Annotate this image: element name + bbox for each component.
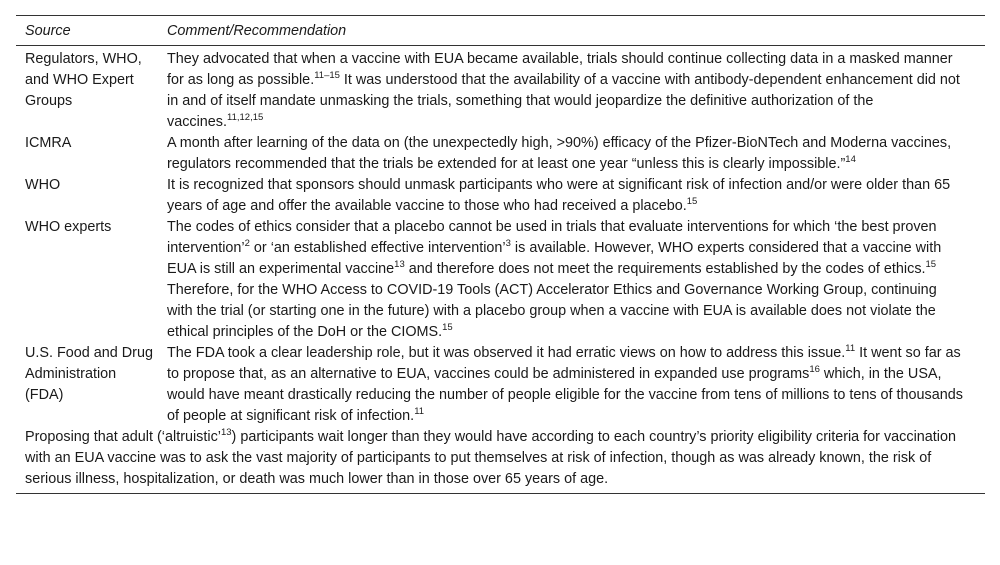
table-row [16,133,985,175]
citation-ref: 14 [845,154,856,165]
header-row [16,16,985,46]
comment-text: or ‘an established effective intervention’ [249,240,506,256]
comment-text: which, in the USA, would have meant drastically reducing the number of people eligible for the vaccine from tens of millions to tens of thousands of people at significant risk of infection. [167,366,963,424]
comment-text: Proposing that adult (‘altruistic’ [25,429,221,445]
citation-ref: 15 [925,259,937,270]
comment-cell [158,175,985,217]
citation-ref: 11,12,15 [227,112,264,123]
citation-ref: 3 [505,238,511,249]
citation-ref: 11 [414,406,425,417]
comment-text: The FDA took a clear leadership role, but it was observed it had erratic views on how to address this issue. [167,345,846,361]
comment-cell [158,217,985,343]
comment-text: A month after learning of the data on (the unexpectedly high, >90%) efficacy of the Pfizer-BioNTech and Moderna vaccines, regulators recommended that the trials be extended for at least one year “unless this is clearly impossible.” [167,135,952,172]
source-cell: ICMRA [25,135,72,151]
source-cell: WHO [25,177,61,193]
comment-text: It is recognized that sponsors should unmask participants who were at significant risk of infection and/or were older than 65 years of age and offer the available vaccine to those who had received a placebo. [167,177,951,214]
comment-cell [158,46,985,134]
citation-ref: 11–15 [314,70,340,81]
comment-text: is available. However, WHO experts considered that a vaccine with EUA is still an experimental vaccine [167,240,942,277]
comment-text: and therefore does not meet the requirements established by the codes of ethics. [404,261,926,277]
table-row [16,46,985,134]
citation-ref: 11 [845,343,856,354]
citation-ref: 15 [442,322,453,333]
recommendations-table [16,15,985,494]
comment-text: It went so far as to propose that, as an alternative to EUA, vaccines could be administered in expanded use programs [167,345,961,382]
comment-text: ) participants wait longer than they would have according to each country’s priority eligibility criteria for vaccination with an EUA vaccine was to ask the vast majority of participants to put themselves at risk of infection, though as was already known, the risk of serious illness, hospitalization, or death was much lower than in those over 65 years of age. [25,429,956,487]
comment-text: Therefore, for the WHO Access to COVID-19 Tools (ACT) Accelerator Ethics and Governance Working Group, continuing with the trial (or starting one in the future) with a placebo group when a vaccine with EUA is available does not violate the ethical principles of the DoH or the CIOMS. [167,282,937,340]
note-cell [16,427,985,494]
table-row-note [16,427,985,494]
header-comment: Comment/Recommendation [167,23,347,39]
table-row [16,217,985,343]
table-body [16,46,985,494]
table-container [16,15,985,494]
source-cell: WHO experts [25,219,112,235]
header-source: Source [25,23,71,39]
comment-text: The codes of ethics consider that a placebo cannot be used in trials that evaluate interventions for which ‘the best proven intervention’ [167,219,937,256]
comment-text: It was understood that the availability of a vaccine with antibody-dependent enhancement did not in and of itself mandate unmasking the trials, something that would jeopardize the definitive authorization of the vaccines. [167,72,960,130]
citation-ref: 13 [220,427,232,438]
citation-ref: 2 [244,238,250,249]
comment-cell [158,343,985,427]
source-cell: Regulators, WHO, and WHO Expert Groups [25,51,142,109]
comment-text: They advocated that when a vaccine with EUA became available, trials should continue collecting data in a masked manner for as long as possible. [167,51,953,88]
citation-ref: 15 [686,196,698,207]
citation-ref: 13 [394,259,405,270]
table-row [16,343,985,427]
comment-cell [158,133,985,175]
source-cell: U.S. Food and Drug Administration (FDA) [25,345,153,403]
citation-ref: 16 [809,364,820,375]
table-row [16,175,985,217]
